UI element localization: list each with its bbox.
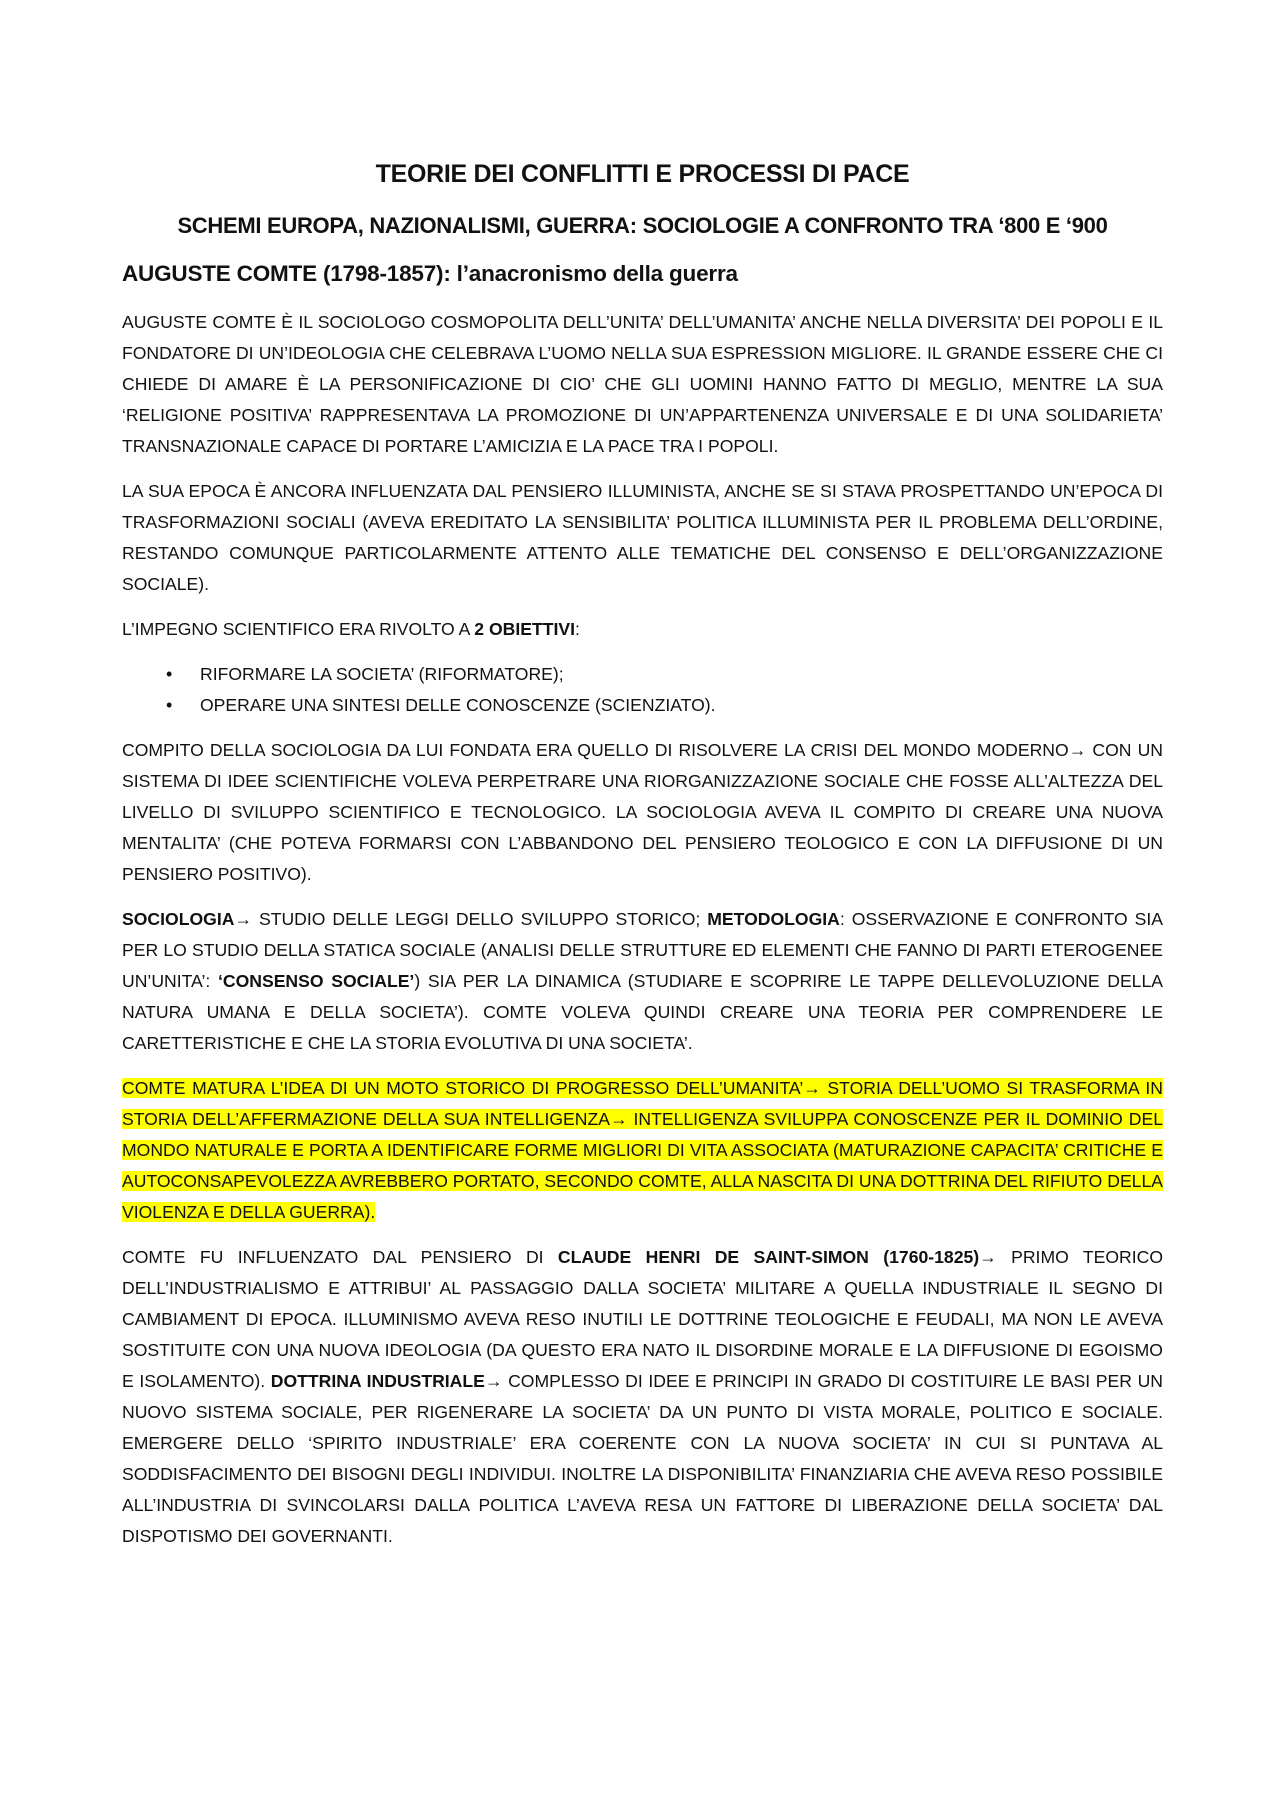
paragraph-5-text-3: ) SIA PER LA DINAMICA (STUDIARE E SCOPRIRE LE TAPPE DELLEVOLUZIONE DELLA NATURA UMANA E DELLA SOCIETA’). COMTE VOLEVA QUINDI CREARE UNA TEORIA PER COMPRENDERE LE CARETTERISTICHE E CHE LA STORIA EVOLUTIVA DI UNA SOCIETA’. [122, 971, 1163, 1053]
section-heading: AUGUSTE COMTE (1798-1857): l’anacronismo della guerra [122, 261, 738, 286]
objectives-list [122, 659, 1163, 721]
list-item [166, 659, 1163, 690]
bullet-icon: • [166, 695, 173, 715]
paragraph-7-text-1: COMTE FU INFLUENZATO DAL PENSIERO DI [122, 1247, 558, 1267]
bullet-icon: • [166, 664, 173, 684]
paragraph-7-text-2: PRIMO TEORICO DELL’INDUSTRIALISMO E ATTRIBUI’ AL PASSAGGIO DALLA SOCIETA’ MILITARE A QUELLA INDUSTRIALE IL SEGNO DI CAMBIAMENT DI EPOCA. ILLUMINISMO AVEVA RESO INUTILI LE DOTTRINE TEOLOGICHE E FEUDALI, MA NON LE AVEVA SOSTITUITE CON UNA NUOVA IDEOLOGIA (DA QUESTO ERA NATO IL DISORDINE MORALE E LA DIFFUSIONE DI EGOISMO E ISOLAMENTO). [122, 1247, 1164, 1391]
paragraph-5 [122, 904, 1163, 1059]
list-item [166, 690, 1163, 721]
document-subtitle: SCHEMI EUROPA, NAZIONALISMI, GUERRA: SOCIOLOGIE A CONFRONTO TRA ‘800 E ‘900 [177, 213, 1108, 238]
paragraph-7-text-3: COMPLESSO DI IDEE E PRINCIPI IN GRADO DI COSTITUIRE LE BASI PER UN NUOVO SISTEMA SOCIALE, PER RIGENERARE LA SOCIETA’ DA UN PUNTO DI VISTA MORALE, POLITICO E SOCIALE. EMERGERE DELLO ‘SPIRITO INDUSTRIALE’ ERA COERENTE CON LA NUOVA SOCIETA’ IN CUI SI PUNTAVA AL SODDISFACIMENTO DEI BISOGNI DEGLI INDIVIDUI. INOLTRE LA DISPONIBILITA’ FINANZIARIA CHE AVEVA RESO POSSIBILE ALL’INDUSTRIA DI SVINCOLARSI DALLA POLITICA L’AVEVA RESA UN FATTORE DI LIBERAZIONE DELLA SOCIETA’ DAL DISPOTISMO DEI GOVERNANTI. [122, 1371, 1163, 1546]
paragraph-3-end: : [575, 619, 580, 639]
term-saint-simon: CLAUDE HENRI DE SAINT-SIMON (1760-1825)→ [557, 1247, 997, 1267]
paragraph-7 [122, 1242, 1163, 1552]
list-item-text: RIFORMARE LA SOCIETA’ (RIFORMATORE); [200, 664, 564, 684]
paragraph-1: AUGUSTE COMTE È IL SOCIOLOGO COSMOPOLITA DELL’UNITA’ DELL’UMANITA’ ANCHE NELLA DIVERSITA’ DEI POPOLI E IL FONDATORE DI UN’IDEOLOGIA CHE CELEBRAVA L’UOMO NELLA SUA ESPRESSION MIGLIORE. IL GRANDE ESSERE CHE CI CHIEDE DI AMARE È LA PERSONIFICAZIONE DI CIO’ CHE GLI UOMINI HANNO FATTO DI MEGLIO, MENTRE LA SUA ‘RELIGIONE POSITIVA’ RAPPRESENTAVA LA PROMOZIONE DI UN’APPARTENENZA UNIVERSALE E DI UNA SOLIDARIETA’ TRANSNAZIONALE CAPACE DI PORTARE L’AMICIZIA E LA PACE TRA I POPOLI. [122, 312, 1163, 456]
term-metodologia: METODOLOGIA [707, 909, 840, 929]
paragraph-2: LA SUA EPOCA È ANCORA INFLUENZATA DAL PENSIERO ILLUMINISTA, ANCHE SE SI STAVA PROSPETTANDO UN’EPOCA DI TRASFORMAZIONI SOCIALI (AVEVA EREDITATO LA SENSIBILITA’ POLITICA ILLUMINISTA PER IL PROBLEMA DELL’ORDINE, RESTANDO COMUNQUE PARTICOLARMENTE ATTENTO ALLE TEMATICHE DEL CONSENSO E DELL’ORGANIZZAZIONE SOCIALE). [122, 481, 1163, 594]
term-dottrina-industriale: DOTTRINA INDUSTRIALE→ [270, 1371, 503, 1391]
paragraph-5-text-2: : OSSERVAZIONE E CONFRONTO SIA PER LO STUDIO DELLA STATICA SOCIALE (ANALISI DELLE STRUTTURE ED ELEMENTI CHE FANNO DI PARTI ETEROGENEE UN’UNITA’: [122, 909, 1163, 991]
paragraph-6-highlighted [122, 1073, 1163, 1228]
term-sociologia: SOCIOLOGIA→ [122, 909, 253, 929]
document-title: TEORIE DEI CONFLITTI E PROCESSI DI PACE [375, 160, 910, 188]
paragraph-5-text-1: STUDIO DELLE LEGGI DELLO SVILUPPO STORICO; [252, 909, 708, 929]
list-item-text: OPERARE UNA SINTESI DELLE CONOSCENZE (SCIENZIATO). [200, 695, 716, 715]
paragraph-3 [122, 614, 1163, 645]
highlighted-text: COMTE MATURA L’IDEA DI UN MOTO STORICO DI PROGRESSO DELL’UMANITA’→ STORIA DELL’UOMO SI TRASFORMA IN STORIA DELL’AFFERMAZIONE DELLA SUA INTELLIGENZA→ INTELLIGENZA SVILUPPA CONOSCENZE PER IL DOMINIO DEL MONDO NATURALE E PORTA A IDENTIFICARE FORME MIGLIORI DI VITA ASSOCIATA (MATURAZIONE CAPACITA’ CRITICHE E AUTOCONSAPEVOLEZZA AVREBBERO PORTATO, SECONDO COMTE, ALLA NASCITA DI UNA DOTTRINA DEL RIFIUTO DELLA VIOLENZA E DELLA GUERRA). [122, 1078, 1163, 1222]
term-consenso-sociale: ‘CONSENSO SOCIALE’ [217, 971, 415, 991]
paragraph-3-bold: 2 OBIETTIVI [474, 619, 575, 639]
paragraph-3-text: L’IMPEGNO SCIENTIFICO ERA RIVOLTO A [122, 619, 475, 639]
paragraph-4: COMPITO DELLA SOCIOLOGIA DA LUI FONDATA ERA QUELLO DI RISOLVERE LA CRISI DEL MONDO MODERNO→ CON UN SISTEMA DI IDEE SCIENTIFICHE VOLEVA PERPETRARE UNA RIORGANIZZAZIONE SOCIALE CHE FOSSE ALL’ALTEZZA DEL LIVELLO DI SVILUPPO SCIENTIFICO E TECNOLOGICO. LA SOCIOLOGIA AVEVA IL COMPITO DI CREARE UNA NUOVA MENTALITA’ (CHE POTEVA FORMARSI CON L’ABBANDONO DEL PENSIERO TEOLOGICO E CON LA DIFFUSIONE DI UN PENSIERO POSITIVO). [122, 740, 1163, 884]
